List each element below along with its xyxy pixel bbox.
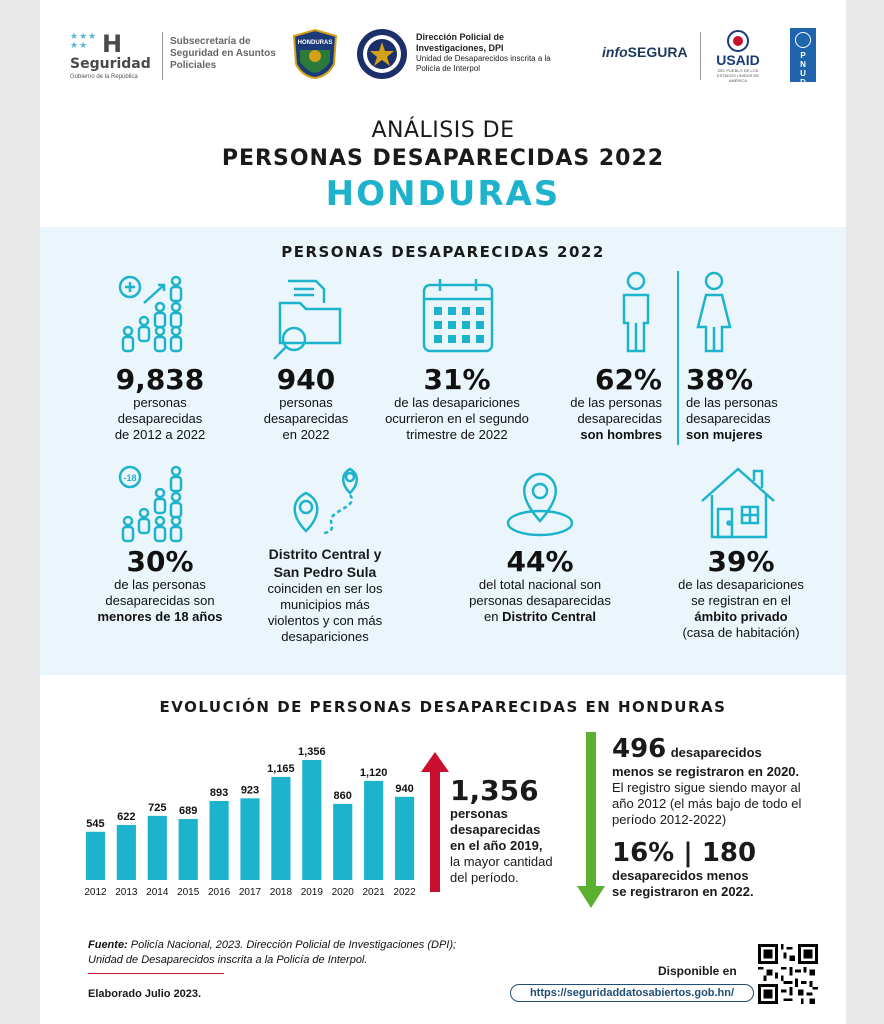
location-pin-icon — [500, 463, 580, 543]
stat-line: de las personas — [114, 577, 206, 592]
year-tick-label: 2020 — [331, 887, 354, 898]
stat-minors — [80, 461, 240, 641]
bar-2012 — [86, 832, 105, 880]
stat-distrito-central — [440, 461, 640, 641]
title-line-1: ANÁLISIS DE — [371, 118, 515, 143]
bar-2018 — [271, 777, 290, 880]
infosegura-b: SEGURA — [627, 44, 688, 60]
infosegura-logo — [602, 44, 688, 60]
seguridad-word: Seguridad — [70, 56, 151, 72]
peak-bold-line: en el año 2019, — [450, 838, 543, 853]
bar-2022 — [395, 797, 414, 880]
stat-text — [240, 581, 410, 645]
bar-value-label: 1,356 — [298, 746, 326, 758]
peak-bold-line: desaparecidas — [450, 822, 541, 837]
stat-text — [440, 577, 640, 625]
down-arrow-icon — [576, 732, 606, 908]
decrease-bold: menos se registraron en 2020. — [612, 764, 800, 779]
peak-value: 1,356 — [450, 774, 539, 807]
year-tick-label: 2012 — [84, 887, 107, 898]
stat-line: se registran en el — [691, 593, 791, 608]
bar-value-label: 545 — [86, 817, 105, 830]
bar-value-label: 1,120 — [359, 766, 388, 779]
stat-men — [556, 271, 672, 451]
stat-line: en — [484, 609, 499, 624]
usaid-tag: DEL PUEBLO DE LOS ESTADOS UNIDOS DE AMÉRICA — [716, 68, 760, 83]
stat-value: 39% — [707, 545, 775, 578]
stat-text — [80, 395, 240, 443]
seguridad-logo — [68, 30, 158, 82]
dpi-sub: Unidad de Desaparecidos inscrita a la Policía de Interpol — [416, 54, 551, 73]
woman-icon — [694, 271, 734, 355]
stat-total-2012-2022 — [80, 271, 240, 451]
stat-line: personas — [133, 395, 187, 410]
un-emblem-icon — [795, 32, 811, 48]
chart-title: EVOLUCIÓN DE PERSONAS DESAPARECIDAS EN HONDURAS — [159, 698, 727, 716]
bar-value-label: 725 — [148, 801, 167, 814]
man-icon — [616, 271, 656, 355]
peak-line: del período. — [450, 870, 519, 885]
bar-2019 — [302, 760, 321, 880]
bar-value-label: 923 — [240, 784, 260, 797]
bar-2013 — [117, 825, 136, 880]
stat-line: desaparecidas son — [105, 593, 215, 608]
pnud-u: U — [800, 69, 806, 78]
panel-title: PERSONAS DESAPARECIDAS 2022 — [281, 243, 605, 261]
title-honduras: HONDURAS — [325, 174, 561, 214]
usaid-seal-icon — [727, 30, 749, 52]
stat-text — [372, 395, 542, 443]
dpi-text — [416, 32, 556, 74]
route-map-pins-icon — [284, 461, 368, 541]
stats-panel — [40, 227, 846, 675]
minors-group-icon — [114, 463, 198, 547]
stat-line: ocurrieron en el segundo — [385, 411, 529, 426]
stat-line: del total nacional son — [478, 577, 602, 592]
title-line-2: PERSONAS DESAPARECIDAS 2022 — [221, 146, 665, 171]
year-tick-label: 2018 — [269, 887, 293, 898]
stat-women — [684, 271, 824, 451]
bar-2017 — [240, 798, 259, 880]
stat-line: de las desapariciones — [678, 577, 804, 592]
stat-line: desaparecidas — [263, 411, 349, 426]
stat-title-line: San Pedro Sula — [273, 564, 377, 580]
stat-line: municipios más — [280, 597, 370, 612]
bar-value-label: 860 — [333, 789, 352, 802]
decrease-2020-value: 496 — [612, 734, 667, 764]
footer-rule — [88, 973, 224, 974]
stat-bold: son hombres — [580, 427, 662, 442]
decrease-2022-value: 16% | 180 — [612, 838, 757, 868]
infographic-page — [40, 0, 846, 1024]
stat-bold: menores de 18 años — [97, 609, 223, 624]
decrease-line: El registro sigue siendo mayor al — [612, 780, 801, 795]
pnud-logo — [790, 28, 816, 87]
stat-text — [80, 577, 240, 625]
bar-value-label: 689 — [179, 805, 198, 818]
stat-line: violentos y con más — [267, 613, 383, 628]
stat-districts — [240, 461, 410, 661]
stat-text — [546, 395, 662, 443]
minus-18-label: -18 — [123, 473, 137, 483]
year-tick-label: 2015 — [177, 887, 200, 898]
stat-text — [646, 577, 836, 641]
stat-value: 9,838 — [115, 363, 205, 396]
stat-bold: Distrito Central — [502, 609, 596, 624]
stat-2022 — [236, 271, 376, 451]
stat-text — [686, 395, 826, 443]
bar-2021 — [364, 781, 383, 880]
decrease-bold: desaparecidos menos — [612, 868, 749, 883]
stat-value: 940 — [276, 363, 336, 396]
year-tick-label: 2014 — [146, 887, 169, 898]
calendar-icon — [420, 275, 496, 357]
stat-value: 38% — [686, 363, 754, 396]
year-tick-label: 2013 — [115, 887, 138, 898]
qr-code-icon[interactable] — [758, 944, 818, 1004]
year-tick-label: 2019 — [300, 887, 323, 898]
source-label: Fuente: — [88, 939, 128, 951]
year-tick-label: 2022 — [393, 887, 416, 898]
decrease-note — [612, 734, 822, 900]
decrease-line: período 2012-2022) — [612, 812, 727, 827]
stat-value: 62% — [594, 363, 662, 396]
stat-title — [240, 545, 410, 581]
dpi-seal-icon — [356, 28, 408, 80]
elaborated-date: Elaborado Julio 2023. — [88, 988, 202, 1000]
source-text-2: Unidad de Desaparecidos inscrita a la Policía de Interpol. — [88, 954, 368, 966]
bar-value-label: 1,165 — [267, 762, 295, 775]
pnud-d: D — [800, 78, 806, 87]
header-logos — [40, 0, 846, 100]
stat-line: trimestre de 2022 — [406, 427, 508, 442]
source-note — [88, 938, 548, 968]
stat-line: desaparecidas — [686, 411, 771, 426]
stat-title-line: Distrito Central y — [268, 546, 382, 562]
seguridad-sub: Gobierno de la República — [70, 74, 138, 80]
source-text: Policía Nacional, 2023. Dirección Policial de Investigaciones (DPI); — [127, 939, 457, 951]
bar-chart — [80, 738, 420, 902]
open-data-link[interactable]: https://seguridaddatosabiertos.gob.hn/ — [510, 984, 754, 1002]
year-tick-label: 2016 — [207, 887, 231, 898]
stat-line: desaparecidas — [577, 411, 662, 426]
stat-bold: son mujeres — [686, 427, 763, 442]
house-icon — [696, 461, 780, 543]
stat-line: (casa de habitación) — [682, 625, 800, 640]
decrease-line: año 2012 (el más bajo de todo el — [612, 796, 802, 811]
bar-value-label: 893 — [209, 786, 229, 799]
stat-line: coinciden en ser los — [267, 581, 383, 596]
honduras-police-badge-icon — [292, 28, 338, 80]
bar-2020 — [333, 804, 352, 880]
stars-icon: ★★★ ★★ — [70, 31, 98, 50]
pnud-p: P — [800, 51, 806, 60]
decrease-bold: desaparecidos — [670, 745, 762, 760]
stat-line: personas — [279, 395, 333, 410]
peak-bold-line: personas — [450, 806, 508, 821]
peak-note — [450, 776, 570, 886]
usaid-logo — [710, 30, 766, 82]
peak-line: la mayor cantidad — [450, 854, 553, 869]
people-group-growth-icon — [114, 273, 198, 357]
up-arrow-icon — [420, 752, 450, 892]
stat-line: de las desapariciones — [394, 395, 520, 410]
stat-line: en 2022 — [282, 427, 330, 442]
stat-value: 44% — [506, 545, 574, 578]
badge-honduras-text: HONDURAS — [297, 40, 333, 46]
stat-bold: ámbito privado — [694, 609, 788, 624]
bar-2014 — [148, 816, 167, 880]
pnud-n: N — [800, 60, 806, 69]
available-label: Disponible en — [658, 964, 737, 978]
bar-value-label: 940 — [395, 782, 414, 795]
stat-line: de las personas — [686, 395, 778, 410]
folder-search-icon — [266, 273, 350, 363]
header-divider — [162, 32, 163, 80]
usaid-name: USAID — [716, 52, 760, 68]
gender-divider — [677, 271, 679, 445]
stat-line: de las personas — [570, 395, 662, 410]
bar-2016 — [210, 801, 229, 880]
stat-text — [236, 395, 376, 443]
infosegura-a: info — [602, 44, 628, 60]
year-tick-label: 2017 — [238, 887, 262, 898]
bar-2015 — [179, 819, 198, 880]
stat-value: 30% — [126, 545, 194, 578]
dpi-title: Dirección Policial de Investigaciones, DPI — [416, 32, 505, 53]
bar-value-label: 622 — [117, 810, 136, 823]
stat-line: desapariciones — [281, 629, 369, 644]
year-tick-label: 2021 — [362, 887, 385, 898]
header-divider-2 — [700, 32, 701, 80]
stat-private-sphere — [646, 461, 836, 661]
decrease-bold: se registraron en 2022. — [612, 884, 754, 899]
stat-value: 31% — [423, 363, 491, 396]
stat-line: desaparecidas — [117, 411, 203, 426]
subsecretaria-label: Subsecretaría de Seguridad en Asuntos Policiales — [170, 36, 276, 71]
stat-quarter — [372, 271, 542, 451]
stat-line: personas desaparecidas — [469, 593, 611, 608]
stat-line: de 2012 a 2022 — [114, 427, 206, 442]
seguridad-h: H — [102, 30, 123, 58]
